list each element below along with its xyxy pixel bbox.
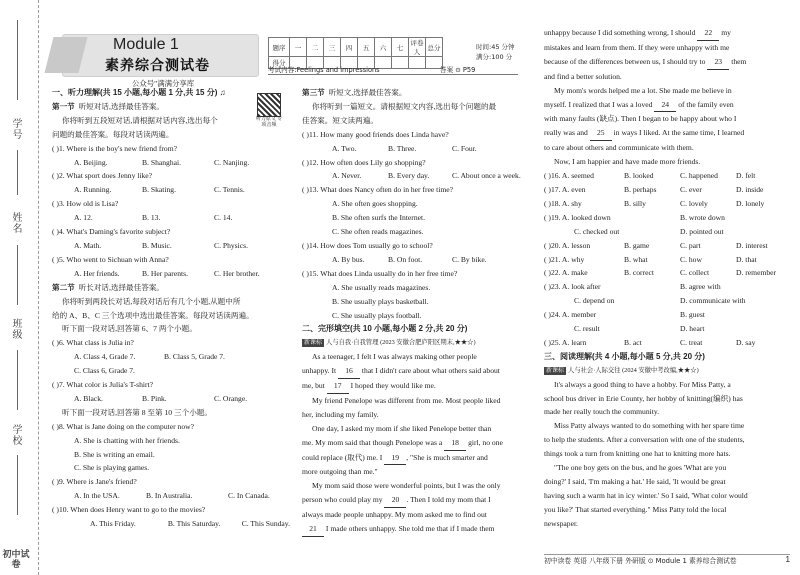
option-row bbox=[52, 517, 290, 531]
page-footer bbox=[544, 554, 790, 567]
passage-line: "The one boy gets on the bus, and he goes 'What are you bbox=[554, 463, 727, 473]
cloze-option-row bbox=[544, 308, 790, 322]
standard-tag: 新课标 bbox=[546, 367, 565, 374]
cloze-option[interactable]: B. guest bbox=[680, 310, 705, 320]
cloze-option[interactable]: D. pointed out bbox=[680, 226, 724, 236]
option[interactable]: C. She is playing games. bbox=[74, 463, 150, 473]
passage-line: myself. I realized that I was a loved 24 of the family even bbox=[544, 98, 790, 113]
cloze-option[interactable]: C. how bbox=[680, 254, 702, 264]
passage-line: with many faults (缺点). Then I began to be happy about who I bbox=[544, 114, 737, 124]
binding-label-name: 姓名 bbox=[10, 212, 21, 234]
cloze-option[interactable]: C. checked out bbox=[574, 226, 620, 236]
option[interactable]: C. Orange. bbox=[214, 393, 248, 403]
cloze-option[interactable]: B. act bbox=[624, 337, 642, 347]
option[interactable]: A. She is chatting with her friends. bbox=[74, 435, 180, 445]
cloze-option-row bbox=[544, 253, 790, 267]
binding-strip bbox=[0, 0, 39, 575]
passage-line: My mom said those were wonderful points, but I was the only bbox=[312, 481, 501, 491]
passage-line: me. My mom said that though Penelope was a 18 girl, no one bbox=[302, 436, 537, 451]
cloze-option-first[interactable]: ( )17. A. even bbox=[544, 184, 586, 194]
option[interactable]: C. She usually plays football. bbox=[332, 310, 422, 320]
question: ( )15. What does Linda usually do in her free time? bbox=[302, 268, 458, 278]
option[interactable]: B. Every day. bbox=[388, 171, 430, 181]
passage-line: school bus driver in Erie County, her hobby of knitting(编织) has bbox=[544, 393, 743, 403]
passage-line: My friend Penelope was different from me. Most people liked bbox=[312, 395, 501, 405]
option-row bbox=[302, 253, 537, 267]
question: ( )6. What class is Julia in? bbox=[52, 338, 134, 348]
question: ( )12. How often does Lily go shopping? bbox=[302, 157, 426, 167]
option[interactable]: A. Class 4, Grade 7. bbox=[74, 352, 136, 362]
cloze-option[interactable]: C. depend on bbox=[574, 296, 615, 306]
fill-line bbox=[17, 20, 18, 100]
source-text: (2023 安徽合肥庐阳区期末,★★☆) bbox=[380, 339, 476, 347]
cloze-option-first[interactable]: ( )21. A. why bbox=[544, 254, 585, 264]
cloze-option[interactable]: C. collect bbox=[680, 268, 710, 278]
option-row bbox=[52, 489, 290, 503]
part-1-instruction: 听短对话,选择最佳答案。 bbox=[78, 101, 165, 111]
cloze-option[interactable]: B. perhaps bbox=[624, 184, 657, 194]
instruction-text: 听下面一段对话,回答第 8 至第 10 三个小题。 bbox=[62, 407, 212, 417]
passage-line: mistakes and learn from them. If they were unhappy with me bbox=[544, 42, 730, 52]
passage-line: always made people unhappy. My mom asked me to find out bbox=[302, 510, 487, 520]
fill-line bbox=[17, 245, 18, 305]
score-header-cell: 题序 bbox=[269, 38, 290, 57]
question: ( )14. How does Tom usually go to school? bbox=[302, 240, 433, 250]
fill-line bbox=[17, 455, 18, 515]
score-header-cell: 五 bbox=[358, 38, 375, 57]
banner-decoration bbox=[45, 37, 88, 73]
fill-line bbox=[17, 150, 18, 195]
source-line bbox=[544, 364, 790, 378]
option[interactable]: A. Her friends. bbox=[74, 268, 120, 278]
passage-line: because of the differences between us, I should try to 23 them bbox=[544, 55, 790, 70]
cloze-option[interactable]: D. interest bbox=[736, 240, 768, 250]
question: ( )4. What's Daming's favorite subject? bbox=[52, 227, 171, 237]
corner-logo: 初中试卷 bbox=[2, 549, 30, 569]
cloze-option-row bbox=[544, 239, 790, 253]
theme-tag: 人与自我·自我管理 bbox=[326, 339, 379, 347]
section-reading-title: 三、阅读理解(共 4 小题,每小题 5 分,共 20 分) bbox=[544, 351, 705, 361]
option-row bbox=[52, 267, 290, 281]
cloze-option[interactable]: B. correct bbox=[624, 268, 654, 278]
option[interactable]: B. In Australia. bbox=[146, 491, 193, 501]
cloze-option-first[interactable]: ( )25. A. learn bbox=[544, 337, 587, 347]
blank-16[interactable]: 16 bbox=[338, 364, 360, 379]
cloze-option-row bbox=[544, 183, 790, 197]
passage-line: having such a warm hat in icy winter.' So I said, 'What color would bbox=[544, 490, 748, 500]
option[interactable]: A. Never. bbox=[332, 171, 362, 181]
option[interactable]: C. Nanjing. bbox=[214, 157, 250, 167]
passage-line: person who could play my 20 . Then I told my mom that I bbox=[302, 493, 537, 508]
module-title: Module 1 bbox=[113, 36, 179, 53]
cloze-option[interactable]: C. ever bbox=[680, 184, 702, 194]
score-header-cell: 六 bbox=[375, 38, 392, 57]
score-header-cell: 一 bbox=[290, 38, 307, 57]
instruction-text: 给的 A、B、C 三个选项中选出最佳答案。每段对话读两遍。 bbox=[52, 310, 254, 320]
score-header-cell: 三 bbox=[324, 38, 341, 57]
answer-ref: 答案 ⊙ P59 bbox=[440, 66, 476, 74]
score-header-cell: 二 bbox=[307, 38, 324, 57]
standard-tag: 新课标 bbox=[304, 340, 323, 347]
option[interactable]: B. She usually plays basketball. bbox=[332, 296, 429, 306]
cloze-option-row bbox=[544, 294, 790, 308]
blank-24[interactable]: 24 bbox=[654, 98, 676, 113]
option[interactable]: B. Shanghai. bbox=[142, 157, 182, 167]
option[interactable]: C. About once a week. bbox=[452, 171, 521, 181]
full-score: 满分:100 分 bbox=[476, 53, 513, 61]
option[interactable]: B. 13. bbox=[142, 213, 161, 223]
binding-label-class: 班级 bbox=[10, 318, 21, 340]
option-row bbox=[52, 156, 290, 170]
instruction-text: 佳答案。短文读两遍。 bbox=[302, 115, 378, 125]
passage-line: newspaper. bbox=[544, 518, 578, 528]
option[interactable]: C. In Canada. bbox=[228, 491, 270, 501]
cloze-option[interactable]: D. say bbox=[736, 337, 756, 347]
option[interactable]: B. Three. bbox=[388, 143, 417, 153]
cloze-option-first[interactable]: ( )24. A. member bbox=[544, 310, 597, 320]
passage-line: you like?' That started everything." Miss Patty told the local bbox=[544, 504, 727, 514]
qr-note: 听力原文 专项音频 bbox=[255, 117, 283, 128]
cloze-option bbox=[544, 225, 574, 239]
option[interactable]: C. She often reads magazines. bbox=[332, 227, 424, 237]
instruction-text: 问题的最佳答案。每段对话读两遍。 bbox=[52, 129, 174, 139]
passage-line: things took a turn from knitting one hat to knitting more hats. bbox=[544, 449, 731, 459]
cloze-option[interactable]: C. result bbox=[574, 324, 600, 334]
cloze-option-row bbox=[544, 211, 790, 225]
option-row bbox=[52, 211, 290, 225]
question: ( )1. Where is the boy's new friend from? bbox=[52, 143, 178, 153]
instruction-text: 你将听到两段长对话,每段对话后有几个小题,从题中所 bbox=[62, 296, 241, 306]
option[interactable]: C. Four. bbox=[452, 143, 477, 153]
title-banner bbox=[62, 34, 259, 77]
cloze-option[interactable]: B. what bbox=[624, 254, 648, 264]
cloze-option[interactable]: B. game bbox=[624, 240, 650, 250]
passage-line: One day, I asked my mom if she liked Penelope better than bbox=[312, 423, 492, 433]
question: ( )13. What does Nancy often do in her free time? bbox=[302, 185, 454, 195]
cloze-option[interactable]: C. happened bbox=[680, 171, 718, 181]
cloze-option-row bbox=[544, 336, 790, 350]
option[interactable]: A. She usually reads magazines. bbox=[332, 282, 431, 292]
cloze-option[interactable]: D. communicate with bbox=[680, 296, 746, 306]
cloze-option-row bbox=[544, 169, 790, 183]
option[interactable]: A. By bus. bbox=[332, 254, 365, 264]
option[interactable]: B. She often surfs the Internet. bbox=[332, 213, 426, 223]
part-1-title: 第一节 bbox=[52, 101, 75, 111]
column-1 bbox=[52, 86, 290, 531]
option[interactable]: C. Class 6, Grade 7. bbox=[74, 366, 135, 376]
passage-line: 21 I made others unhappy. She told me that if I made them bbox=[302, 522, 537, 537]
passage-line: more outgoing than me." bbox=[302, 467, 378, 477]
instruction-text: 听下面一段对话,回答第 6、7 两个小题。 bbox=[62, 324, 197, 334]
cloze-option[interactable]: B. wrote down bbox=[680, 212, 725, 222]
section-cloze-title: 二、完形填空(共 10 小题,每小题 2 分,共 20 分) bbox=[302, 324, 468, 334]
option[interactable]: A. Black. bbox=[74, 393, 103, 403]
cloze-option bbox=[544, 294, 574, 308]
option[interactable]: A. She often goes shopping. bbox=[332, 199, 418, 209]
part-2-instruction: 听长对话,选择最佳答案。 bbox=[78, 282, 165, 292]
blank-25[interactable]: 25 bbox=[590, 126, 612, 141]
question: ( )8. What is Jane doing on the computer now? bbox=[52, 421, 194, 431]
cloze-option-first[interactable]: ( )16. A. seemed bbox=[544, 171, 594, 181]
option-row bbox=[52, 239, 290, 253]
option[interactable]: C. Physics. bbox=[214, 240, 248, 250]
passage-line: made her really touch the community. bbox=[544, 407, 660, 417]
part-3-title: 第三节 bbox=[302, 88, 325, 97]
question: ( )11. How many good friends does Linda have? bbox=[302, 129, 449, 139]
passage-line: her, including my family. bbox=[302, 409, 379, 419]
time-limit: 时间:45 分钟 bbox=[476, 43, 515, 51]
passage-line: unhappy. It 16 that I didn't care about what others said about bbox=[302, 364, 537, 379]
passage-line: My mom's words helped me a lot. She made me believe in bbox=[554, 85, 732, 95]
cloze-option[interactable]: D. heart bbox=[680, 324, 705, 334]
blank-22[interactable]: 22 bbox=[697, 26, 719, 41]
option[interactable]: C. This Sunday. bbox=[241, 519, 290, 529]
option[interactable]: B. Class 5, Grade 7. bbox=[164, 352, 225, 362]
cloze-option-first[interactable]: ( )20. A. lesson bbox=[544, 240, 591, 250]
option[interactable]: C. Her brother. bbox=[214, 268, 260, 278]
passage-line: to help the students. After a conversation with one of the students, bbox=[544, 435, 745, 445]
part-2-title: 第二节 bbox=[52, 282, 75, 292]
option[interactable]: A. Two. bbox=[332, 143, 357, 153]
question: ( )9. Where is Jane's friend? bbox=[52, 477, 137, 487]
option-row bbox=[302, 169, 537, 183]
cloze-option[interactable]: D. lonely bbox=[736, 198, 765, 208]
cloze-option-first[interactable]: ( )22. A. make bbox=[544, 268, 588, 278]
cloze-option-first[interactable]: ( )19. A. looked down bbox=[544, 212, 611, 222]
headphone-icon: ♫ bbox=[219, 88, 226, 97]
question: ( )7. What color is Julia's T-shirt? bbox=[52, 380, 153, 390]
theme-tag: 人与社会·人际交往 bbox=[568, 366, 621, 374]
option[interactable]: B. She is writing an email. bbox=[74, 449, 155, 459]
cloze-option[interactable]: B. looked bbox=[624, 171, 654, 181]
cloze-option-row bbox=[544, 225, 790, 239]
fill-line bbox=[17, 350, 18, 410]
score-header-cell: 四 bbox=[341, 38, 358, 57]
passage-line: and find a better solution. bbox=[544, 71, 622, 81]
option[interactable]: C. 14. bbox=[214, 213, 233, 223]
column-3 bbox=[544, 26, 790, 531]
passage-line: It's always a good thing to have a hobby. For Miss Patty, a bbox=[554, 379, 731, 389]
question: ( )5. Who went to Sichuan with Anna? bbox=[52, 254, 169, 264]
passage-line: Miss Patty always wanted to do something with her spare time bbox=[554, 421, 745, 431]
option-row bbox=[52, 350, 290, 364]
time-info bbox=[476, 42, 515, 62]
exam-scope: 考试内容:Feelings and impressions bbox=[268, 64, 518, 75]
option-row bbox=[52, 183, 290, 197]
page-number: 1 bbox=[785, 555, 790, 564]
option[interactable]: B. This Saturday. bbox=[167, 519, 221, 529]
passage-line: me, but 17 I hoped they would like me. bbox=[302, 379, 537, 394]
passage-line: really was and 25 in ways I liked. At the same time, I learned bbox=[544, 126, 790, 141]
option[interactable]: B. Her parents. bbox=[142, 268, 188, 278]
option-row bbox=[302, 142, 537, 156]
blank-17[interactable]: 17 bbox=[327, 379, 349, 394]
option[interactable]: B. Skating. bbox=[142, 185, 176, 195]
question: ( )2. What sport does Jenny like? bbox=[52, 171, 153, 181]
column-2 bbox=[302, 86, 537, 537]
binding-label-school: 学校 bbox=[10, 424, 21, 446]
blank-23[interactable]: 23 bbox=[707, 55, 729, 70]
option[interactable]: A. In the USA. bbox=[74, 491, 120, 501]
cloze-option-first[interactable]: ( )23. A. look after bbox=[544, 282, 601, 292]
option[interactable]: A. Math. bbox=[74, 240, 102, 250]
cloze-option-row bbox=[544, 197, 790, 211]
binding-label-id: 学号 bbox=[10, 118, 21, 140]
source-text: (2024 安徽中考改编,★★☆) bbox=[622, 366, 699, 374]
cloze-option[interactable]: D. that bbox=[736, 254, 757, 264]
test-title: 素养综合测试卷 bbox=[105, 58, 210, 74]
score-cell: 得分 bbox=[269, 57, 290, 69]
option[interactable]: C. By bike. bbox=[452, 254, 487, 264]
section-listening-title: 一、听力理解(共 15 小题,每小题 1 分,共 15 分) ♫ bbox=[52, 88, 226, 97]
cloze-option-row bbox=[544, 280, 790, 294]
option[interactable]: C. Tennis. bbox=[214, 185, 245, 195]
cloze-option-row bbox=[544, 266, 790, 280]
footer-text: 初中读卷 英语 八年级下册 外研版 ⊙ Module 1 素养综合测试卷 bbox=[544, 557, 737, 565]
cloze-option-row bbox=[544, 322, 790, 336]
passage-line: Now, I am happier and have made more friends. bbox=[554, 157, 701, 167]
blank-21[interactable]: 21 bbox=[302, 522, 324, 537]
option[interactable]: B. Pink. bbox=[142, 393, 167, 403]
cloze-option bbox=[544, 322, 574, 336]
option[interactable]: A. This Friday. bbox=[90, 519, 136, 529]
option[interactable]: A. 12. bbox=[74, 213, 93, 223]
cloze-option[interactable]: C. lovely bbox=[680, 198, 708, 208]
option-row bbox=[52, 392, 290, 406]
option[interactable]: B. On foot. bbox=[388, 254, 423, 264]
source-line bbox=[302, 336, 537, 350]
option[interactable]: A. Running. bbox=[74, 185, 112, 195]
part-3-instruction: 听短文,选择最佳答案。 bbox=[328, 88, 407, 97]
question: ( )3. How old is Lisa? bbox=[52, 199, 119, 209]
cloze-option[interactable]: C. part bbox=[680, 240, 701, 250]
blank-18[interactable]: 18 bbox=[444, 436, 466, 451]
option[interactable]: A. Beijing. bbox=[74, 157, 108, 167]
blank-20[interactable]: 20 bbox=[384, 493, 406, 508]
instruction-text: 你将听到一篇短文。请根据短文内容,选出每个问题的最 bbox=[312, 101, 497, 111]
score-header-cell: 评卷人 bbox=[410, 39, 424, 56]
passage-line: unhappy because I did something wrong, I should 22 my bbox=[544, 26, 790, 41]
passage-line: doing?' I said, 'I'm making a hat.' He said, 'It would be great bbox=[544, 477, 726, 486]
instruction-text: 你将听到五段短对话,请根据对话内容,选出每个 bbox=[62, 115, 218, 125]
passage-line: could replace (取代) me. I 19 , "She is much smarter and bbox=[302, 451, 537, 466]
score-header-cell: 七 bbox=[392, 38, 409, 57]
passage-line: to care about others and communicate with them. bbox=[544, 143, 694, 153]
cloze-option[interactable]: D. felt bbox=[736, 171, 756, 181]
cloze-option[interactable]: B. silly bbox=[624, 198, 646, 208]
cloze-option[interactable]: D. inside bbox=[736, 184, 764, 194]
option[interactable]: B. Music. bbox=[142, 240, 172, 250]
cloze-option[interactable]: B. agree with bbox=[680, 282, 721, 292]
cloze-option[interactable]: D. remember bbox=[736, 268, 777, 278]
cloze-option[interactable]: C. treat bbox=[680, 337, 703, 347]
account-name: 公众号"满满分享库 bbox=[132, 79, 195, 88]
score-header-cell: 总分 bbox=[426, 38, 443, 57]
blank-19[interactable]: 19 bbox=[384, 451, 406, 466]
question: ( )10. When does Henry want to go to the movies? bbox=[52, 505, 206, 515]
passage-line: As a teenager, I felt I was always making other people bbox=[312, 352, 477, 362]
cloze-option-first[interactable]: ( )18. A. shy bbox=[544, 198, 582, 208]
